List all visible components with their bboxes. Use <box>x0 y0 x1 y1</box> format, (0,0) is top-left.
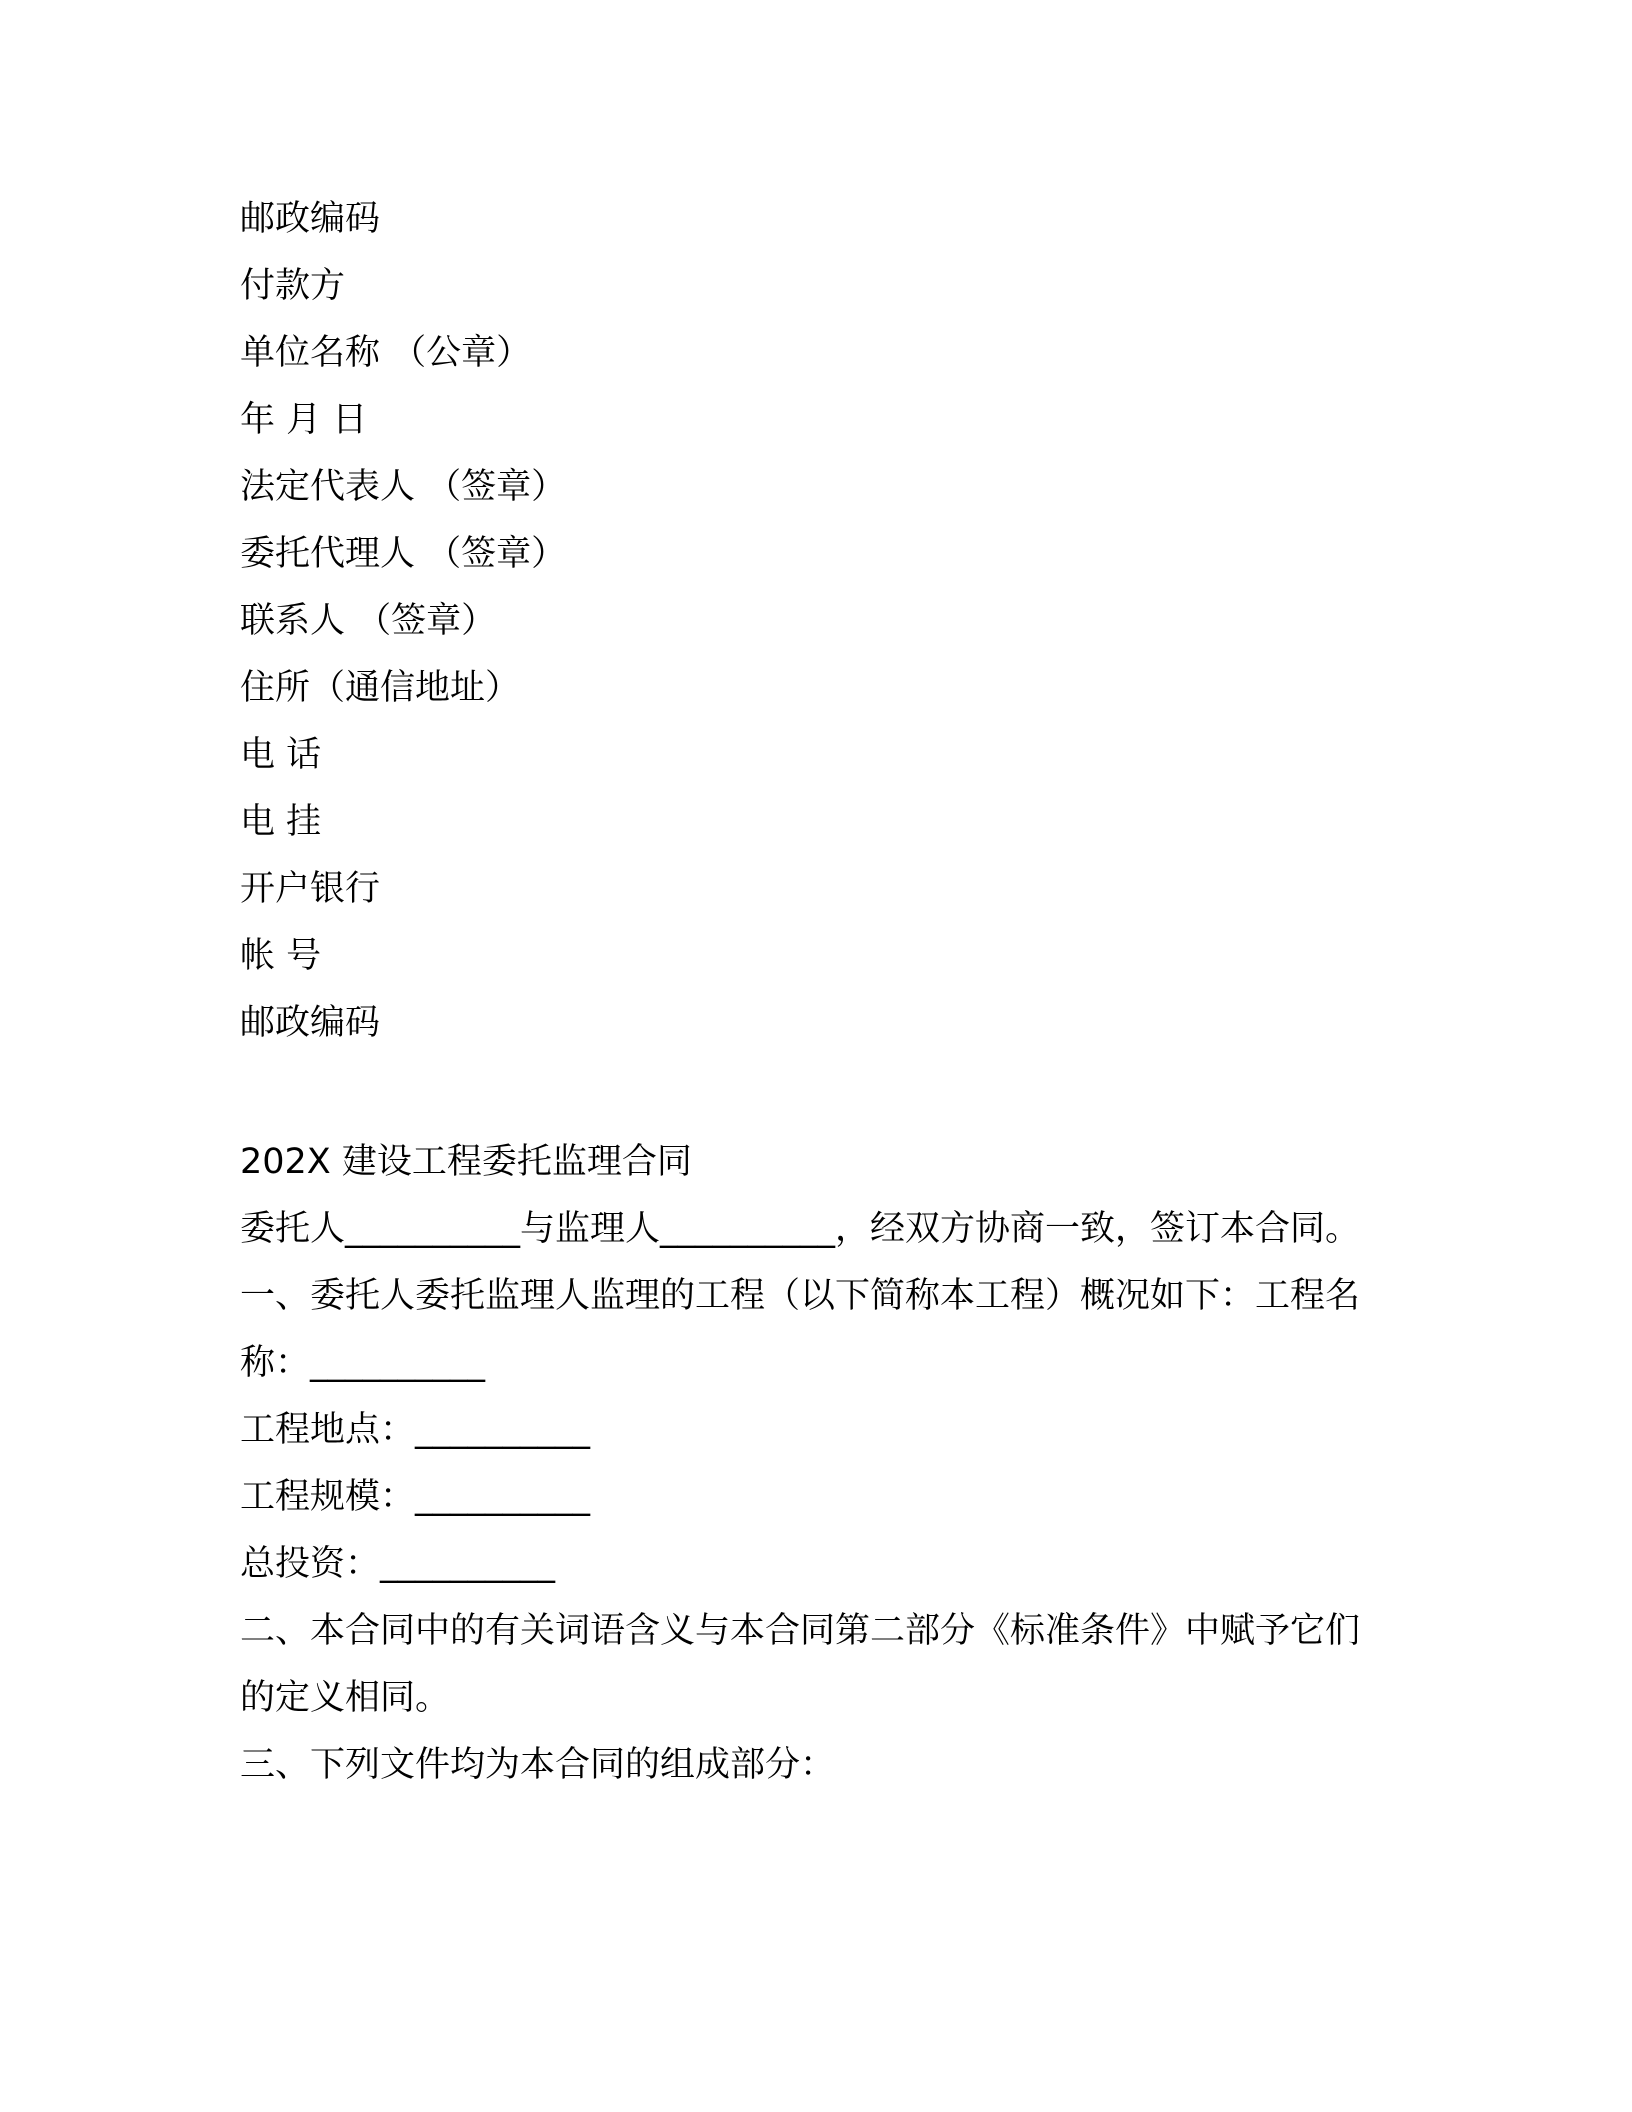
authorized-agent-label: 委托代理人 （签章） <box>240 534 567 574</box>
document-body <box>240 186 1360 1799</box>
contract-title: 202X 建设工程委托监理合同 <box>240 1142 692 1182</box>
telegram-label: 电 挂 <box>240 802 322 842</box>
organization-name-label: 单位名称 （公章） <box>240 333 532 373</box>
phone-label: 电 话 <box>240 735 322 775</box>
postal-code-label-top: 邮政编码 <box>240 199 381 239</box>
clause-three: 三、下列文件均为本合同的组成部分： <box>240 1745 836 1785</box>
project-location-field: 工程地点：__________ <box>240 1410 591 1450</box>
total-investment-field: 总投资：__________ <box>240 1544 556 1584</box>
bank-label: 开户银行 <box>240 869 381 909</box>
project-scale-field: 工程规模：__________ <box>240 1477 591 1517</box>
contract-section <box>240 1129 1360 1799</box>
legal-representative-label: 法定代表人 （签章） <box>240 467 567 507</box>
contract-intro: 委托人__________与监理人__________，经双方协商一致，签订本合同。 <box>240 1209 1361 1249</box>
address-label: 住所（通信地址） <box>240 668 521 708</box>
clause-two: 二、本合同中的有关词语含义与本合同第二部分《标准条件》中赋予它们的定义相同。 <box>240 1611 1361 1718</box>
postal-code-label-bottom: 邮政编码 <box>240 1003 381 1043</box>
contact-person-label: 联系人 （签章） <box>240 601 497 641</box>
clause-one: 一、委托人委托监理人监理的工程（以下简称本工程）概况如下：工程名称：__________ <box>240 1276 1361 1383</box>
section-gap <box>240 1057 1360 1129</box>
payer-block <box>240 186 1360 1057</box>
payer-heading: 付款方 <box>240 266 346 306</box>
date-label: 年 月 日 <box>240 400 368 440</box>
account-number-label: 帐 号 <box>240 936 322 976</box>
